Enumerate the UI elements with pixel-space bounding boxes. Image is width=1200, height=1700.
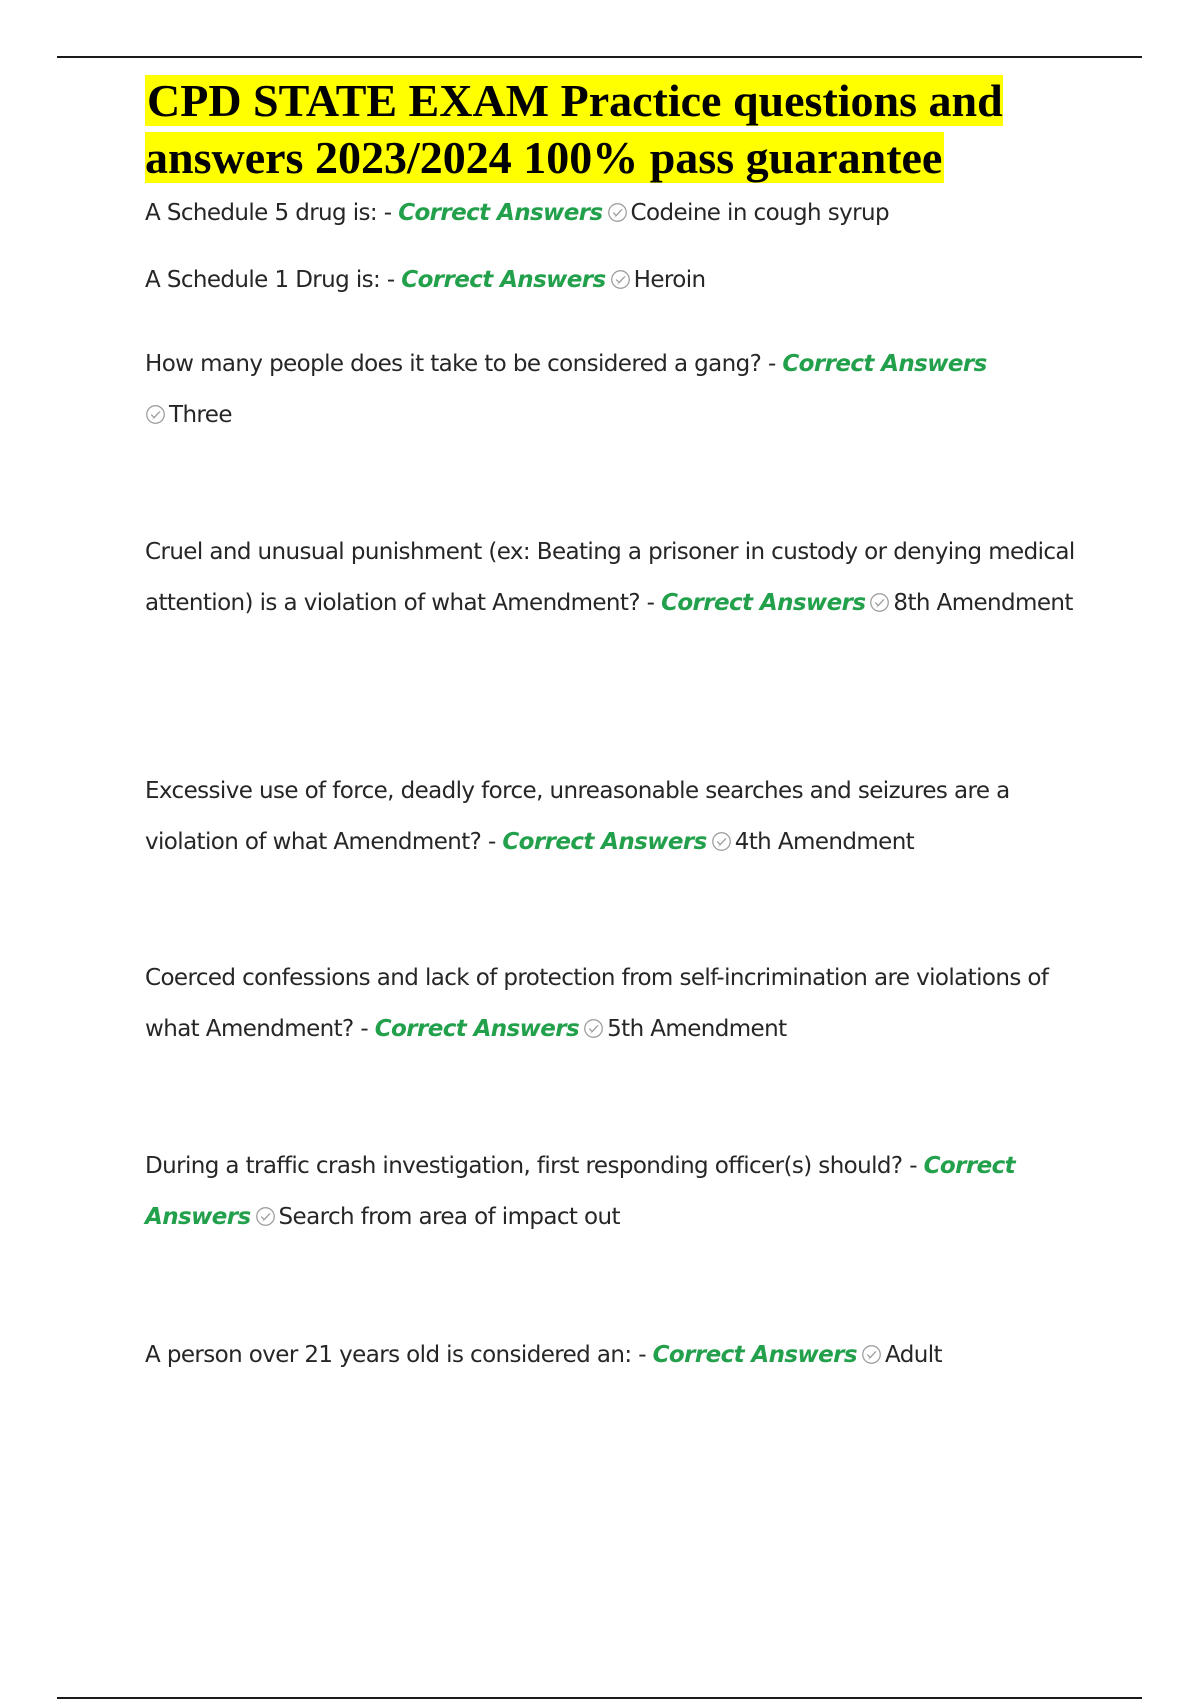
separator: -: [481, 829, 503, 855]
question-text: Cruel and unusual punishment (ex: Beating a prisoner in custody or denying medical attention) is a violation of what Amendment?: [145, 539, 1075, 616]
bottom-rule: [57, 1697, 1142, 1699]
correct-answers-label: Correct Answers: [145, 1153, 1016, 1230]
check-circle-icon: [145, 404, 166, 425]
top-rule: [57, 56, 1142, 58]
correct-answers-label: Correct Answers: [782, 351, 987, 377]
check-circle-icon: [711, 831, 732, 852]
question-text: A person over 21 years old is considered an:: [145, 1342, 632, 1368]
qa-item-7: [145, 1141, 1075, 1243]
check-circle-icon: [607, 202, 628, 223]
qa-item-8: [145, 1330, 1075, 1381]
answer-text: Codeine in cough syrup: [630, 200, 889, 226]
qa-item-6: [145, 953, 1075, 1055]
question-text: During a traffic crash investigation, first responding officer(s) should?: [145, 1153, 903, 1179]
qa-item-1: [145, 188, 1075, 239]
separator: -: [377, 200, 399, 226]
correct-answers-label: Correct Answers: [502, 829, 707, 855]
qa-item-4: [145, 527, 1075, 629]
answer-text: 5th Amendment: [607, 1016, 787, 1042]
correct-answers-label: Correct Answers: [398, 200, 603, 226]
correct-answers-label: Correct Answers: [401, 267, 606, 293]
qa-item-5: [145, 766, 1075, 868]
question-text: Excessive use of force, deadly force, unreasonable searches and seizures are a violation of what Amendment?: [145, 778, 1010, 855]
title-highlight: CPD STATE EXAM Practice questions and answers 2023/2024 100% pass guarantee: [145, 75, 1003, 183]
separator: -: [639, 590, 662, 616]
answer-text: Three: [169, 402, 232, 428]
check-circle-icon: [583, 1018, 604, 1039]
question-text: How many people does it take to be considered a gang?: [145, 351, 762, 377]
separator: -: [761, 351, 783, 377]
qa-item-3: [145, 339, 1075, 441]
answer-text: Adult: [884, 1342, 942, 1368]
separator: -: [353, 1016, 375, 1042]
question-text: Coerced confessions and lack of protection from self-incrimination are violations of what Amendment?: [145, 965, 1049, 1042]
qa-item-2: [145, 255, 1075, 306]
separator: -: [380, 267, 402, 293]
answer-text: Search from area of impact out: [278, 1204, 620, 1230]
document-title: [145, 72, 1085, 186]
correct-answers-label: Correct Answers: [374, 1016, 580, 1042]
separator: -: [902, 1153, 924, 1179]
question-text: A Schedule 5 drug is:: [145, 200, 378, 226]
question-text: A Schedule 1 Drug is:: [145, 267, 381, 293]
correct-answers-label: Correct Answers: [652, 1342, 857, 1368]
check-circle-icon: [610, 269, 631, 290]
answer-text: 4th Amendment: [734, 829, 915, 855]
answer-text: 8th Amendment: [893, 590, 1073, 616]
correct-answers-label: Correct Answers: [661, 590, 866, 616]
separator: -: [631, 1342, 653, 1368]
check-circle-icon: [869, 592, 890, 613]
check-circle-icon: [861, 1344, 882, 1365]
check-circle-icon: [255, 1206, 276, 1227]
answer-text: Heroin: [633, 267, 706, 293]
